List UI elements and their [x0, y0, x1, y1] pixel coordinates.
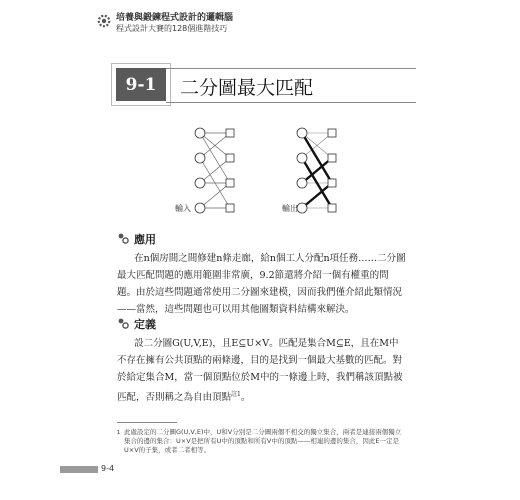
section-number: 9-1: [116, 68, 166, 101]
section-title: 二分圖最大匹配: [180, 77, 314, 99]
node-u2: [226, 154, 234, 162]
definition-heading: 定義: [134, 318, 156, 331]
output-graph: [297, 128, 336, 213]
gear-icon: [96, 13, 112, 29]
node-v2: [195, 153, 205, 163]
node-v1: [195, 128, 205, 138]
book-subtitle: 程式設計大賽的128個進階技巧: [116, 24, 228, 33]
gear-icon: [117, 232, 129, 244]
node-u4: [226, 204, 234, 212]
page-number: 9-4: [101, 464, 115, 473]
application-heading: 應用: [134, 233, 156, 246]
footnote-number: 1: [117, 430, 121, 436]
input-graph: [195, 128, 234, 213]
node-u3: [226, 179, 234, 187]
definition-paragraph: 設二分圖G(U,V,E)，且E⊆U×V。匹配是集合M⊆E，且在M中不存在擁有公共頂點的兩條邊，目的是找到一個最大基數的匹配。對於給定集合M，當一個頂點位於M中的一條邊上時，我們稱該頂點被匹配，否則稱之為自由頂點$^{註1}$。: [117, 338, 403, 404]
footer-bar: [60, 466, 98, 473]
node-v4: [195, 203, 205, 213]
node-u1: [226, 129, 234, 137]
footnote-text: 此處設定的二分圖G(U,V,E)中，U和V分別是二分圖兩個不相交的獨立集合，兩者是連接兩個獨立集合的邊的集合：U×V是把所有U中的頂點和所有V中的頂點——相連的邊的集合，因此E一定是U×V的子集，或者二者相等。: [124, 428, 402, 454]
node-v3: [195, 178, 205, 188]
gear-icon: [117, 317, 129, 329]
book-title: 培養與鍛鍊程式設計的邏輯腦: [116, 13, 234, 23]
application-paragraph: 在n個房間之間修建n條走廊，給n個工人分配n項任務……二分圖最大匹配問題的應用範圍非常廣，9.2節還將介紹一個有權重的問題。由於這些問題通常使用二分圖來建模，因而我們僅介紹此類情況——當然，這些問題也可以用其他圖類資料結構來解決。: [117, 253, 406, 315]
footnote-rule: [117, 422, 177, 423]
bipartite-figure: [170, 118, 360, 228]
output-caption: 輸出: [282, 204, 298, 213]
footnote-ref: 註1: [231, 391, 241, 398]
input-caption: 輸入: [175, 204, 191, 213]
